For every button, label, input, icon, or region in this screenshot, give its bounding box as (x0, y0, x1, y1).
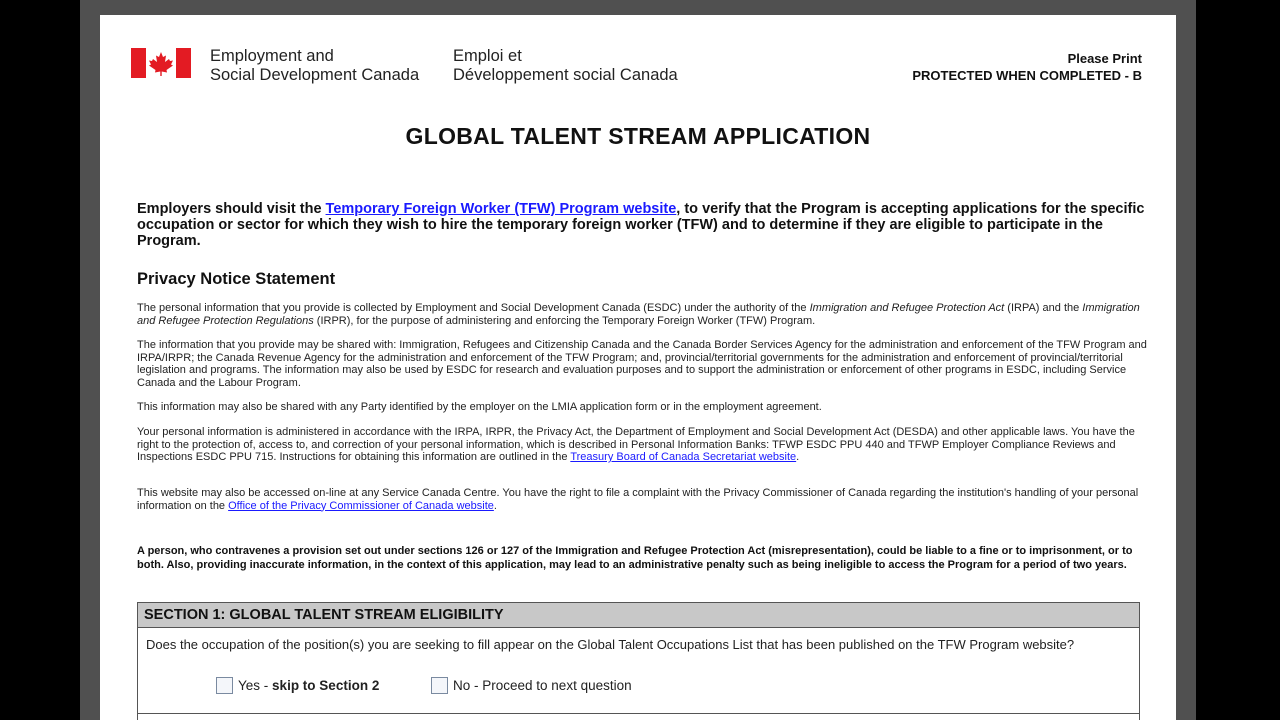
eligibility-question: Does the occupation of the position(s) you are seeking to fill appear on the Global Talent Occupations List that has been published on the TFW Program website? (146, 637, 1075, 652)
privacy-paragraph: The information that you provide may be shared with: Immigration, Refugees and Citizenship Canada and the Canada Border Services Agency for the administration and enforcement of the TFW Program and IRPA/IRPR; the Canada Revenue Agency for the administration and enforcement of the TFW Program; and, provincial/territorial governments for the administration and enforcement of provincial/territorial legislation and programs. The information may also be used by ESDC for research and evaluation purposes and to support the administration or enforcement of other programs in ESDC, including Service Canada and the Labour Program. (137, 339, 1147, 389)
privacy-heading: Privacy Notice Statement (137, 270, 336, 288)
yes-label: Yes - (238, 678, 269, 693)
viewer-gutter (80, 0, 1196, 15)
section-divider (138, 713, 1139, 714)
para-text: . (796, 451, 800, 463)
yes-instruction: skip to Section 2 (272, 678, 380, 693)
section-1 (137, 602, 1140, 720)
answer-no[interactable] (431, 677, 632, 694)
para-italic: Immigration and Refugee Protection Act (809, 302, 1005, 314)
no-label: No - Proceed to next question (453, 678, 632, 693)
para-text: Your personal information is administered in accordance with the IRPA, IRPR, the Privacy Act, the Department of Employment and Social Development Act (DESDA) and other applicable laws. You have the right to the protection of, access to, and correction of your personal information, which is described in Personal Information Banks: TFWP ESDC PPU 440 and TFWP Employer Compliance Reviews and Inspections ESDC PPU 715. Instructions for obtaining this information are outlined in the (137, 426, 1135, 463)
para-italic: Immigration and Refugee Protection Regulations (137, 302, 1140, 327)
privacy-commissioner-link[interactable]: Office of the Privacy Commissioner of Canada website (228, 499, 494, 512)
dept-fr-line-1: Emploi et (453, 47, 522, 65)
intro-text: , to verify that the Program is accepting applications for the specific occupation or sector for which they wish to hire the temporary foreign worker (TFW) and to determine if they are eligible to participate in the Program. (137, 201, 1145, 249)
privacy-paragraph (137, 426, 1147, 464)
answer-yes[interactable] (216, 677, 379, 694)
dept-en-line-1: Employment and (210, 47, 334, 65)
protected-label: PROTECTED WHEN COMPLETED - B (912, 68, 1142, 83)
para-text: (IRPR), for the purpose of administering and enforcing the Temporary Foreign Worker (TFW) Program. (313, 314, 816, 327)
privacy-paragraph: This information may also be shared with any Party identified by the employer on the LMIA application form or in the employment agreement. (137, 401, 822, 413)
privacy-paragraph (137, 487, 1147, 512)
print-notice (912, 50, 1142, 84)
para-text: This website may also be accessed on-line at any Service Canada Centre. You have the right to file a complaint with the Privacy Commissioner of Canada regarding the institution's handling of your personal information on the (137, 487, 1139, 512)
canada-flag-icon (131, 48, 191, 78)
yes-checkbox[interactable] (216, 677, 233, 694)
misrepresentation-warning: A person, who contravenes a provision set out under sections 126 or 127 of the Immigration and Refugee Protection Act (misrepresentation), could be liable to a fine or to imprisonment, or to both. Also, providing inaccurate information, in the context of this application, may lead to an administrative penalty such as being ineligible to access the Program for a period of two years. (137, 545, 1133, 571)
please-print-label: Please Print (1067, 51, 1142, 66)
dept-fr-line-2: Développement social Canada (453, 66, 678, 84)
dept-en-line-2: Social Development Canada (210, 66, 420, 84)
treasury-board-link[interactable]: Treasury Board of Canada Secretariat website (570, 451, 797, 463)
para-text: . (493, 499, 497, 512)
para-text: (IRPA) and the (1004, 302, 1083, 314)
viewer-gutter (80, 0, 100, 720)
department-name-english (210, 47, 419, 85)
document-page[interactable] (100, 15, 1176, 720)
intro-paragraph (137, 201, 1147, 249)
tfw-program-link[interactable]: Temporary Foreign Worker (TFW) Program website (325, 201, 677, 217)
section-1-header: SECTION 1: GLOBAL TALENT STREAM ELIGIBILITY (138, 603, 1139, 628)
intro-text: Employers should visit the (137, 201, 326, 217)
department-name-french (453, 47, 678, 85)
privacy-paragraph (137, 302, 1147, 327)
form-title: GLOBAL TALENT STREAM APPLICATION (405, 123, 871, 149)
no-checkbox[interactable] (431, 677, 448, 694)
viewer-gutter (1176, 0, 1196, 720)
para-text: The personal information that you provide is collected by Employment and Social Development Canada (ESDC) under the authority of the (137, 302, 810, 314)
